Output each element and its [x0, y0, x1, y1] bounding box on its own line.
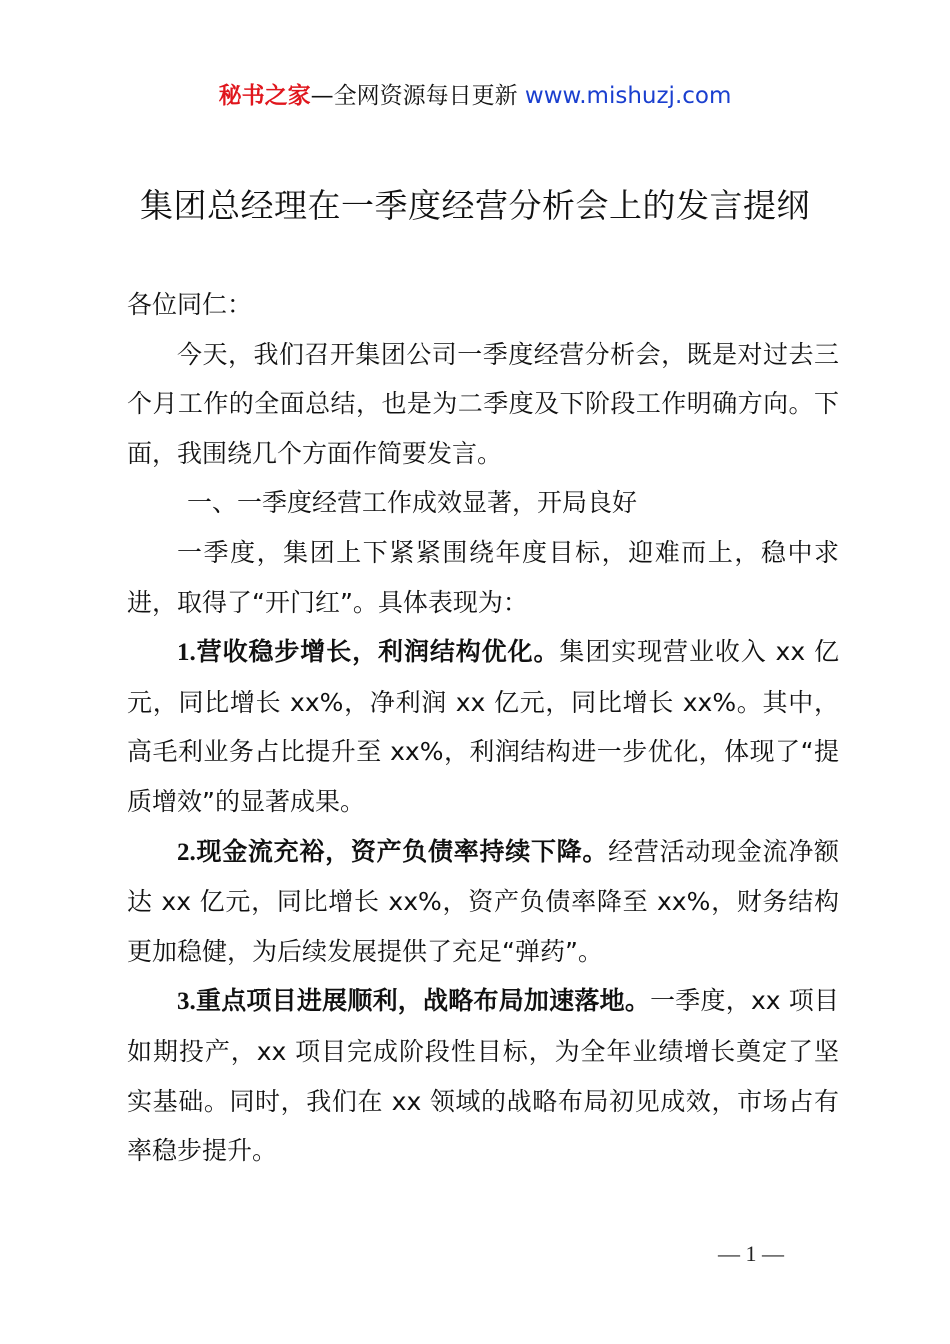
list-item [127, 827, 839, 977]
page-number: — 1 — [718, 1241, 784, 1266]
document-title: 集团总经理在一季度经营分析会上的发言提纲 [140, 186, 810, 225]
salutation: 各位同仁： [127, 290, 253, 319]
item-lead: 3.重点项目进展顺利，战略布局加速落地。 [177, 988, 651, 1016]
list-item [127, 627, 839, 826]
list-item [127, 976, 839, 1175]
section-intro-paragraph: 一季度，集团上下紧紧围绕年度目标，迎难而上，稳中求进，取得了“开门红”。具体表现为： [127, 537, 839, 617]
section-heading: 一、一季度经营工作成效显著，开局良好 [187, 488, 638, 518]
site-brand: 秘书之家 [218, 83, 311, 109]
item-text: 经营活动现金流净额达 xx 亿元，同比增长 xx%，资产负债率降至 xx%，财务结构更加稳健，为后续发展提供了充足“弹药”。 [127, 836, 839, 966]
site-header [0, 78, 950, 114]
intro-paragraph: 今天，我们召开集团公司一季度经营分析会，既是对过去三个月工作的全面总结，也是为二季度及下阶段工作明确方向。下面，我围绕几个方面作简要发言。 [127, 339, 839, 468]
site-tagline: —全网资源每日更新 [310, 83, 518, 109]
item-lead: 2.现金流充裕，资产负债率持续下降。 [177, 838, 609, 866]
item-text: 集团实现营业收入 xx 亿元，同比增长 xx%，净利润 xx 亿元，同比增长 xx%。其中，高毛利业务占比提升至 xx%，利润结构进一步优化，体现了“提质增效”的显著成果。 [127, 637, 839, 816]
item-lead: 1.营收稳步增长，利润结构优化。 [177, 639, 560, 667]
document-body [127, 280, 839, 1176]
site-url-link[interactable]: www.mishuzj.com [524, 83, 732, 109]
item-text: 一季度，xx 项目如期投产，xx 项目完成阶段性目标，为全年业绩增长奠定了坚实基础。同时，我们在 xx 领域的战略布局初见成效，市场占有率稳步提升。 [127, 986, 839, 1166]
